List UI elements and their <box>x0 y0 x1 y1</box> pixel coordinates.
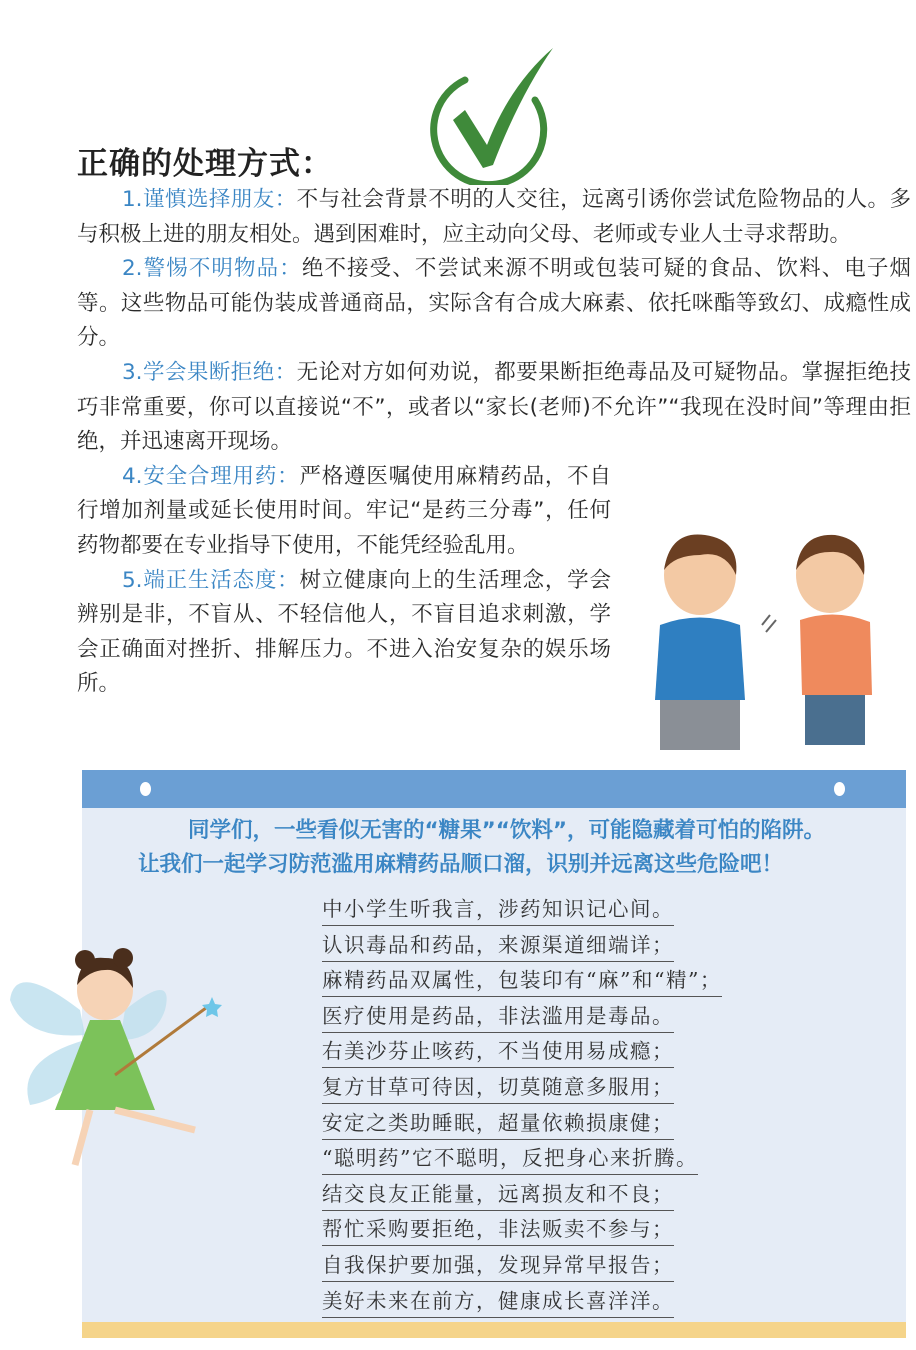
poem-line: 美好未来在前方，健康成长喜洋洋。 <box>322 1286 674 1318</box>
poem-line: 麻精药品双属性，包装印有“麻”和“精”； <box>322 965 722 997</box>
boys-illustration <box>630 530 910 750</box>
advice-lead: 4.安全合理用药： <box>122 463 300 489</box>
poem-line: 医疗使用是药品，非法滥用是毒品。 <box>322 1001 674 1033</box>
advice-item <box>77 183 911 252</box>
advice-text: 树立健康向上的生活理念，学会辨别是非，不盲从、不轻信他人，不盲目追求刺激，学会正确面对挫折、排解压力。不进入治安复杂的娱乐场所。 <box>77 567 611 697</box>
advice-lead: 1.谨慎选择朋友： <box>122 187 297 212</box>
binder-hole <box>140 782 151 796</box>
poem-line: 自我保护要加强，发现异常早报告； <box>322 1250 674 1282</box>
advice-text: 无论对方如何劝说，都要果断拒绝毒品及可疑物品。掌握拒绝技巧非常重要，你可以直接说“不”，或者以“家长(老师)不允许”“我现在没时间”等理由拒绝，并迅速离开现场。 <box>77 359 911 455</box>
intro-line: 同学们，一些看似无害的“糖果”“饮料”，可能隐藏着可怕的陷阱。 <box>188 818 826 843</box>
advice-item <box>77 252 911 356</box>
page-title: 正确的处理方式： <box>77 146 333 182</box>
poem-line: 右美沙芬止咳药，不当使用易成瘾； <box>322 1036 674 1068</box>
bottom-strip <box>82 1322 906 1338</box>
poem-line: 复方甘草可待因，切莫随意多服用； <box>322 1072 674 1104</box>
advice-lead: 5.端正生活态度： <box>122 567 300 593</box>
advice-item <box>77 356 911 460</box>
poem-line: 安定之类助睡眠，超量依赖损康健； <box>322 1108 674 1140</box>
panel-intro <box>138 814 898 882</box>
advice-lead: 3.学会果断拒绝： <box>122 359 297 385</box>
advice-text: 不与社会背景不明的人交往，远离引诱你尝试危险物品的人。多与积极上进的朋友相处。遇到困难时，应主动向父母、老师或专业人士寻求帮助。 <box>77 187 911 247</box>
poem-line: 认识毒品和药品，来源渠道细端详； <box>322 930 674 962</box>
advice-text: 绝不接受、不尝试来源不明或包装可疑的食品、饮料、电子烟等。这些物品可能伪装成普通商品，实际含有合成大麻素、依托咪酯等致幻、成瘾性成分。 <box>77 256 911 351</box>
poem-line: 结交良友正能量，远离损友和不良； <box>322 1179 674 1211</box>
fairy-illustration <box>5 940 230 1180</box>
checkmark-icon <box>425 40 560 185</box>
rhyme-poem <box>322 894 722 1321</box>
advice-text: 严格遵医嘱使用麻精药品，不自行增加剂量或延长使用时间。牢记“是药三分毒”，任何药物都要在专业指导下使用，不能凭经验乱用。 <box>77 463 611 558</box>
poem-line: 帮忙采购要拒绝，非法贩卖不参与； <box>322 1214 674 1246</box>
intro-line: 让我们一起学习防范滥用麻精药品顺口溜，识别并远离这些危险吧！ <box>138 852 784 877</box>
panel-header-bar <box>82 770 906 808</box>
advice-lead: 2.警惕不明物品： <box>122 256 302 282</box>
binder-hole <box>834 782 845 796</box>
poem-line: 中小学生听我言，涉药知识记心间。 <box>322 894 674 926</box>
poem-line: “聪明药”它不聪明，反把身心来折腾。 <box>322 1143 698 1175</box>
